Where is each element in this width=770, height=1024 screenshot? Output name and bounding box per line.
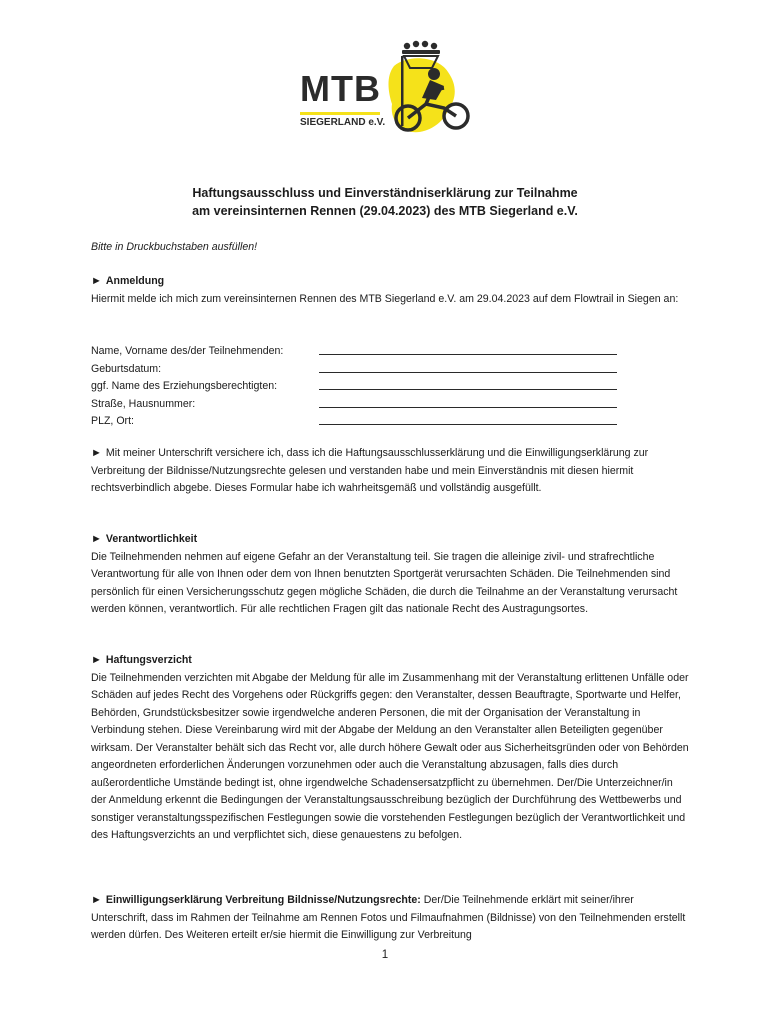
arrow-bullet-icon: ► <box>91 447 102 459</box>
arrow-bullet-icon: ► <box>91 894 102 906</box>
form-row-city <box>91 413 691 431</box>
page-number: 1 <box>381 949 389 961</box>
logo-text: MTB <box>300 68 381 109</box>
field-label: ggf. Name des Erziehungsberechtigten: <box>91 380 278 392</box>
form-row-birthdate <box>91 361 691 379</box>
section-heading: Haftungsverzicht <box>105 654 192 666</box>
street-field[interactable] <box>319 396 617 408</box>
section-versicherung <box>91 445 691 498</box>
arrow-bullet-icon: ► <box>91 533 102 545</box>
form-row-name <box>91 343 691 361</box>
section-text: Der/Die Teilnehmende erklärt mit seiner/ihrer Unterschrift, dass im Rahmen der Teilnahme am Rennen Fotos und Filmaufnahmen (Bildnisse) von den Teilnehmenden erstellt werden dürfen. Des Weiteren erteilt er/sie hiermit die Einwilligung zur Verbreitung <box>91 894 686 941</box>
section-haftungsverzicht <box>91 652 691 845</box>
title-line-1: Haftungsausschluss und Einverständniserklärung zur Teilnahme <box>192 186 578 200</box>
section-text: Die Teilnehmenden verzichten mit Abgabe der Meldung für alle im Zusammenhang mit der Veranstaltung erlittenen Unfälle oder Schäden auf jedes Recht des Vorgehens oder Rückgriffs gegen: den Veranstalter, dessen Beauftragte, Sportwarte und Helfer, Behörden, Grundstücksbesitzer sowie irgendwelche anderen Personen, die mit der Organisation der Veranstaltung in Verbindung stehen. Diese Vereinbarung wird mit der Abgabe der Meldung an den Veranstalter allen Beteiligten gegenüber wirksam. Der Veranstalter behält sich das Recht vor, alle durch höhere Gewalt oder aus Sicherheitsgründen oder von Behörden angeordneten erforderlichen Änderungen vorzunehmen oder auch die Veranstaltung abzusagen, falls dies durch außerordentliche Umstände bedingt ist, ohne irgendwelche Schadensersatzpflicht zu übernehmen. Der/Die Unterzeichner/in der Anmeldung erkennt die Bedingungen der Veranstaltungsausschreibung bezüglich der Durchführung des Wettbewerbs und sonstiger veranstaltungsspezifischen Festlegungen sowie die vorstehenden Festlegungen bezüglich der Verantwortlichkeit und des Haftungsverzichts an und verpflichtet sich, diese genauestens zu befolgen. <box>91 671 689 841</box>
arrow-bullet-icon: ► <box>91 275 102 287</box>
form-row-street <box>91 396 691 414</box>
field-label: Straße, Hausnummer: <box>91 397 196 410</box>
instruction-text: Bitte in Druckbuchstaben ausfüllen! <box>91 241 258 253</box>
section-anmeldung <box>91 273 691 308</box>
section-heading: Einwilligungserklärung Verbreitung Bildnisse/Nutzungsrechte: <box>105 894 421 906</box>
club-logo <box>298 38 478 142</box>
section-heading: Verantwortlichkeit <box>105 533 198 545</box>
form-row-guardian <box>91 378 691 396</box>
document-title <box>0 184 770 220</box>
title-line-2: am vereinsinternen Rennen (29.04.2023) des MTB Siegerland e.V. <box>192 204 578 218</box>
section-text: Mit meiner Unterschrift versichere ich, dass ich die Haftungsausschlusserklärung und die Einwilligungserklärung zur Verbreitung der Bildnisse/Nutzungsrechte gelesen und verstanden habe und mein Einverständnis mit diesen hiermit rechtsverbindlich abgebe. Dieses Formular habe ich wahrheitsgemäß und vollständig ausgefüllt. <box>91 447 649 494</box>
guardian-field[interactable] <box>319 378 617 390</box>
arrow-bullet-icon: ► <box>91 654 102 666</box>
field-label: Name, Vorname des/der Teilnehmenden: <box>91 345 284 357</box>
field-label: PLZ, Ort: <box>91 415 134 427</box>
section-verantwortlichkeit <box>91 531 691 619</box>
logo-underline <box>300 112 380 115</box>
section-einwilligung <box>91 892 691 945</box>
field-label: Geburtsdatum: <box>91 362 162 375</box>
section-text: Hiermit melde ich mich zum vereinsinternen Rennen des MTB Siegerland e.V. am 29.04.2023 auf dem Flowtrail in Siegen an: <box>91 292 679 305</box>
city-field[interactable] <box>319 413 617 425</box>
name-field[interactable] <box>319 343 617 355</box>
section-heading: Anmeldung <box>105 275 165 287</box>
birthdate-field[interactable] <box>319 361 617 373</box>
registration-form <box>91 343 691 431</box>
section-text: Die Teilnehmenden nehmen auf eigene Gefahr an der Veranstaltung teil. Sie tragen die alleinige zivil- und strafrechtliche Verantwortung für alle von Ihnen oder dem von Ihnen benutzten Sportgerät verursachten Schäden. Die Teilnehmenden sind persönlich für einen Versicherungsschutz gegen mögliche Schäden, die durch die Teilnahme an der Veranstaltung verursacht werden können, verantwortlich. Für alle rechtlichen Fragen gilt das nationale Recht des Austragungsortes. <box>91 550 678 615</box>
logo-subtext: SIEGERLAND e.V. <box>300 117 386 128</box>
